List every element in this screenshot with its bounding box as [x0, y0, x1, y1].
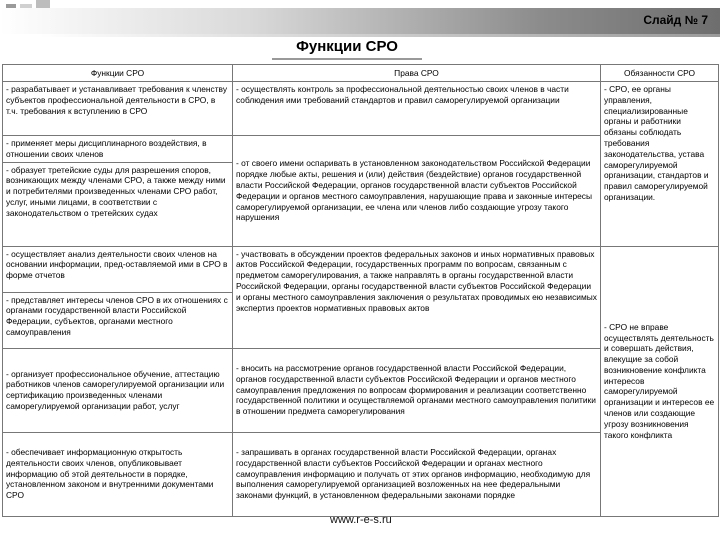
header-duties: Обязанности СРО	[601, 65, 719, 82]
duty-cell: - СРО, ее органы управления, специализированные органы и работники обязаны соблюдать требования законодательства, устава саморегулируемой организации, стандартов и правил саморегулируемой организации.	[601, 82, 719, 247]
site-url: www.r-e-s.ru	[330, 514, 392, 526]
header-bar	[0, 8, 720, 34]
right-cell: - осуществлять контроль за профессиональной деятельностью своих членов в части соблюдения ими требований стандартов и правил саморегулируемой организации	[233, 82, 601, 136]
right-cell: - вносить на рассмотрение органов государственной власти Российской Федерации, органов государственной власти субъектов Российской Федерации и органов местного самоуправления предложения по вопросам формирования и реализации соответственно государственной политики и осуществляемой органами местного самоуправления политики в отношении предмета саморегулирования	[233, 348, 601, 432]
header-rights: Права СРО	[233, 65, 601, 82]
table-row	[3, 246, 719, 292]
function-cell: - применяет меры дисциплинарного воздействия, в отношении своих членов	[3, 136, 233, 163]
table-row	[3, 82, 719, 136]
slide-number: Слайд № 7	[643, 13, 708, 27]
function-cell: - образует третейские суды для разрешения споров, возникающих между членами СРО, а также между ними и потребителями произведенных членами СРО работ, услуг, иными лицами, в соответствии с законодательством о третейских судах	[3, 162, 233, 246]
function-cell: - представляет интересы членов СРО в их отношениях с органами государственной власти Российской Федерации, субъектов, органами местного самоуправления	[3, 292, 233, 348]
header-row	[3, 65, 719, 82]
header-functions: Функции СРО	[3, 65, 233, 82]
title-underline	[272, 58, 422, 60]
function-cell: - организует профессиональное обучение, аттестацию работников членов саморегулируемой организации или сертификацию произведенных членами саморегулируемой организации работ, услуг	[3, 348, 233, 432]
function-cell: - разрабатывает и устанавливает требования к членству субъектов профессиональной деятельности в СРО, в т.ч. требования к вступлению в СРО	[3, 82, 233, 136]
header-underline	[40, 34, 720, 37]
page-title: Функции СРО	[296, 38, 398, 55]
right-cell: - участвовать в обсуждении проектов федеральных законов и иных нормативных правовых актов Российской Федерации, государственных программ по вопросам, связанным с предметом саморегулирования, а также направлять в органы государственной власти Российской Федерации, органы государственной власти субъектов Российской Федерации и органы местного самоуправления заключения о результатах проводимых ею независимых экспертиз проектов нормативных правовых актов	[233, 246, 601, 348]
function-cell: - осуществляет анализ деятельности своих членов на основании информации, пред-оставляемой ими в СРО в форме отчетов	[3, 246, 233, 292]
right-cell: - запрашивать в органах государственной власти Российской Федерации, органах государственной власти субъектов Российской Федерации и органах местного самоуправления информацию и получать от этих органов информацию, необходимую для выполнения саморегулируемой организацией возложенных на нее федеральными законами функций, в установленном федеральными законами порядке	[233, 432, 601, 516]
right-cell: - от своего имени оспаривать в установленном законодательством Российской Федерации порядке любые акты, решения и (или) действия (бездействие) органов государственной власти Российской Федерации, органов государственной власти субъектов Российской Федерации и органов местного самоуправления, нарушающие права и законные интересы саморегулируемой организации, ее члена или членов либо создающие угрозу такого нарушения	[233, 136, 601, 247]
sro-table	[2, 64, 719, 517]
duty-cell: - СРО не вправе осуществлять деятельность и совершать действия, влекущие за собой возникновение конфликта интересов саморегулируемой организации и интересов ее членов или создающие угрозу возникновения такого конфликта	[601, 246, 719, 516]
function-cell: - обеспечивает информационную открытость деятельности своих членов, опубликовывает информацию об этой деятельности в порядке, установленном законом и внутренними документами СРО	[3, 432, 233, 516]
